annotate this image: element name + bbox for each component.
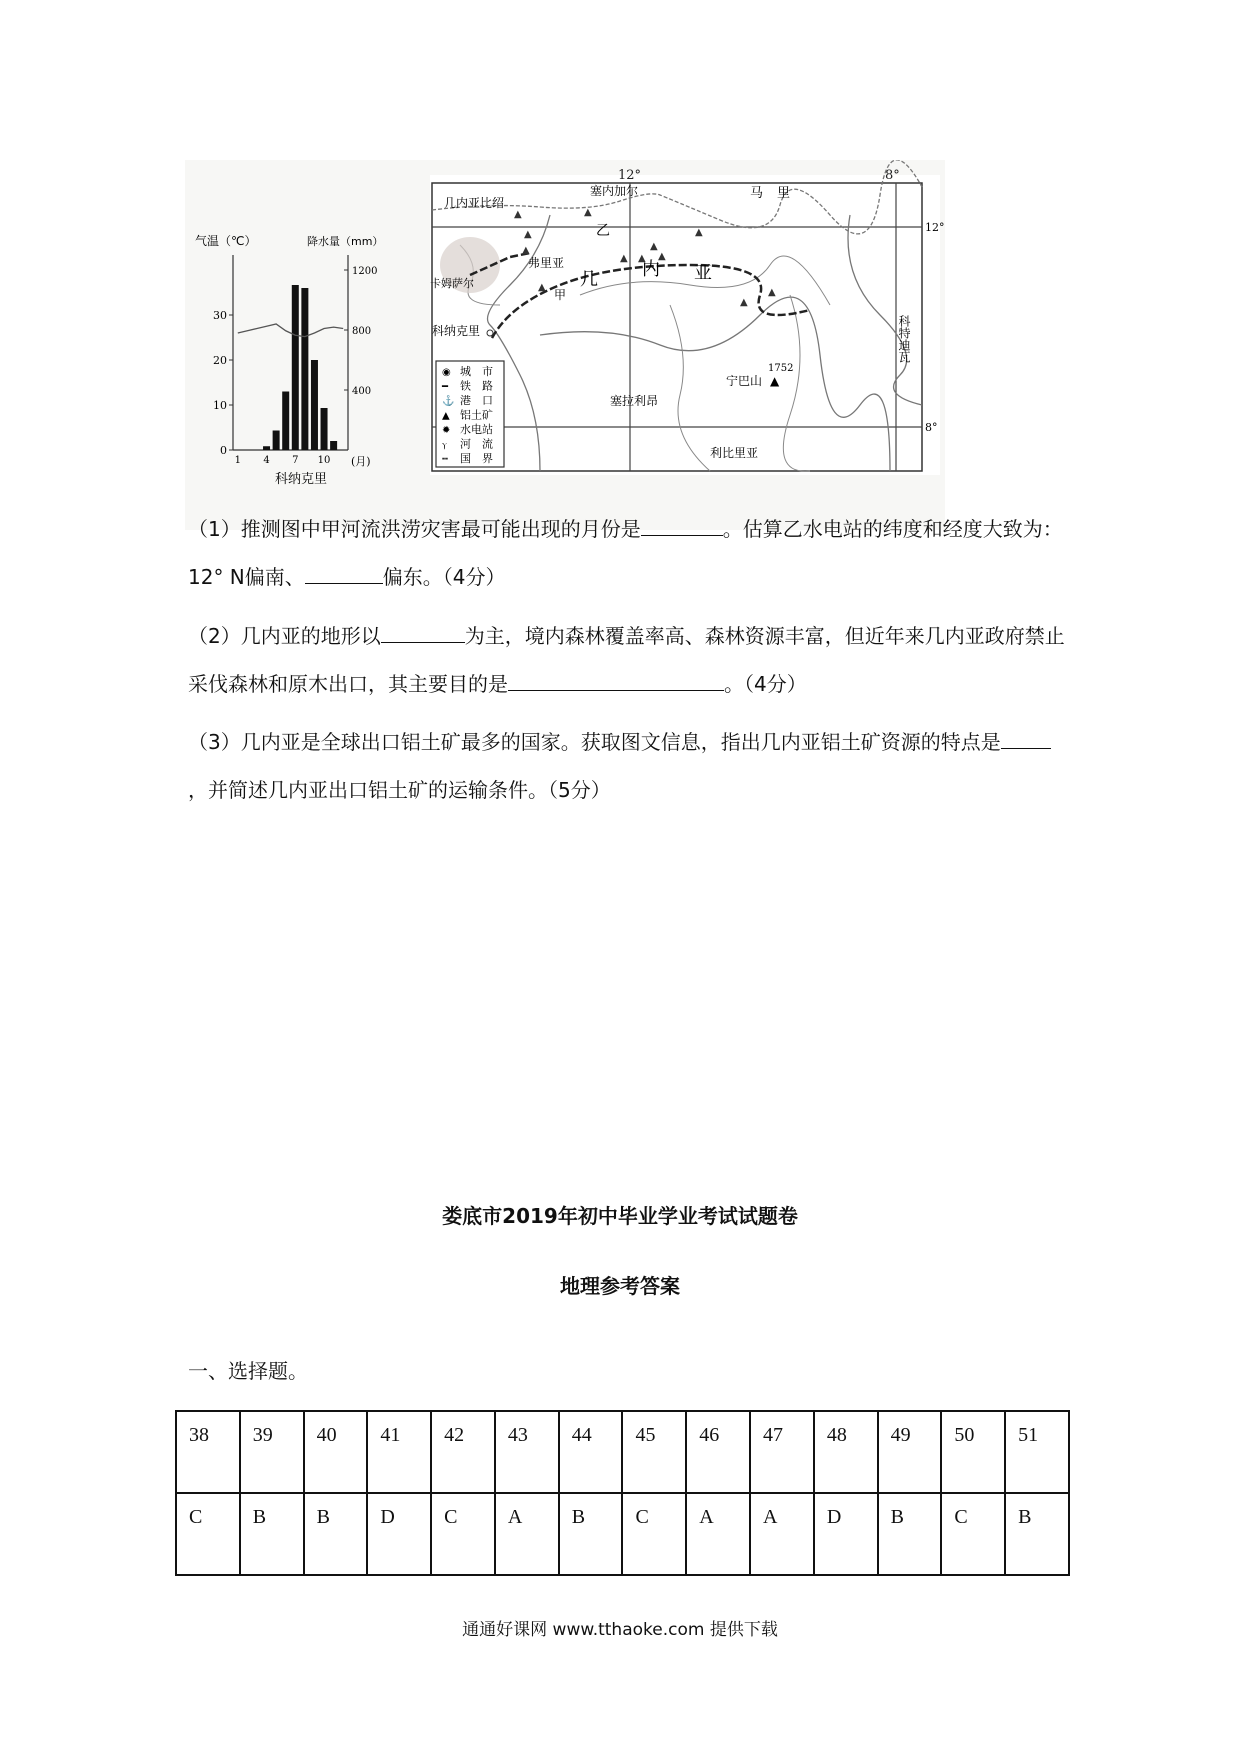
y-tick-label: 10	[213, 399, 227, 412]
question-1	[188, 505, 1068, 601]
x-tick-label: 1	[234, 455, 241, 466]
x-tick-label: 7	[292, 455, 299, 466]
answer-choice-cell: A	[686, 1493, 750, 1575]
q1-blank-2[interactable]	[305, 565, 383, 584]
question-number-cell: 48	[814, 1411, 878, 1493]
river-icon: ⲩ	[442, 439, 448, 451]
y-tick-label: 20	[213, 354, 227, 367]
station-label: 科纳克里	[275, 472, 328, 485]
legend-label: 河 流	[460, 437, 493, 451]
footer-text: 通通好课网 www.tthaoke.com 提供下载	[462, 1620, 778, 1640]
mountain-elevation: 1752	[768, 363, 794, 374]
answer-choice-cell: A	[750, 1493, 814, 1575]
label-guinea-2: 内	[642, 259, 660, 280]
question-number-cell: 47	[750, 1411, 814, 1493]
lat-label-8: 8°	[925, 421, 938, 434]
legend-label: 水电站	[460, 423, 493, 436]
q2-text-2: 为主，境内森林覆盖率高、森林资源丰富，但近年来几内亚政府禁止采伐森林和原木出口，其主要目的是	[188, 624, 1065, 696]
right-axis-label: 降水量（mm）	[307, 235, 384, 248]
x-tick-label: 4	[263, 455, 270, 466]
answer-title: 娄底市2019年初中毕业学业考试试题卷	[442, 1204, 798, 1228]
q1-text-1: （1）推测图中甲河流洪涝灾害最可能出现的月份是	[188, 517, 641, 541]
bauxite-icon: ▲	[740, 297, 748, 308]
left-axis-label: 气温（℃）	[195, 234, 257, 248]
bauxite-icon: ▲	[538, 282, 546, 293]
answer-choice-cell: B	[1005, 1493, 1069, 1575]
answer-subtitle: 地理参考答案	[560, 1274, 680, 1298]
label-cote-divoire: 科特迪瓦	[897, 315, 911, 363]
question-number-cell: 45	[622, 1411, 686, 1493]
answer-choice-cell: C	[431, 1493, 495, 1575]
q2-blank-2[interactable]	[508, 672, 724, 691]
label-conakry: 科纳克里	[432, 324, 481, 338]
label-mali: 马里	[750, 186, 805, 201]
railway-icon: ━	[442, 381, 449, 393]
q2-text-1: （2）几内亚的地形以	[188, 624, 381, 648]
y2-tick-label: 1200	[352, 266, 378, 277]
question-number-cell: 43	[495, 1411, 559, 1493]
marker-jia: 甲	[554, 288, 567, 302]
question-number-cell: 41	[367, 1411, 431, 1493]
bauxite-icon: ▲	[658, 251, 666, 262]
marker-yi: 乙	[596, 223, 610, 239]
hydropower-icon: ✹	[442, 425, 451, 436]
label-fria: 弗里亚	[528, 256, 565, 270]
label-liberia: 利比里亚	[710, 446, 759, 460]
city-icon: ◉	[442, 367, 451, 378]
answer-choice-cell: C	[176, 1493, 240, 1575]
y2-tick-label: 400	[352, 386, 372, 397]
mountain-icon: ▲	[770, 374, 780, 388]
bauxite-icon: ▲	[524, 229, 532, 240]
q1-text-3: 偏东。（4分）	[382, 565, 506, 589]
question-number-cell: 50	[941, 1411, 1005, 1493]
question-number-cell: 46	[686, 1411, 750, 1493]
answer-choice-cell: B	[240, 1493, 304, 1575]
y2-tick-label: 800	[352, 326, 372, 337]
bauxite-icon: ▲	[514, 209, 522, 220]
bauxite-icon: ▲	[584, 207, 592, 218]
bauxite-icon: ▲	[695, 227, 703, 238]
label-senegal: 塞内加尔	[590, 184, 639, 198]
q2-blank-1[interactable]	[381, 624, 465, 643]
precipitation-bar	[292, 285, 299, 450]
question-number-cell: 38	[176, 1411, 240, 1493]
question-number-row	[176, 1411, 1069, 1493]
label-guinea-1: 几	[580, 269, 598, 290]
label-sierra-leone: 塞拉利昂	[610, 394, 659, 408]
answer-choice-cell: C	[941, 1493, 1005, 1575]
lon-label-8: 8°	[885, 168, 900, 183]
border-icon: ┅	[442, 454, 449, 465]
lon-label-12: 12°	[618, 168, 642, 183]
y-tick-label: 0	[220, 444, 227, 457]
legend-label: 铝土矿	[460, 408, 493, 422]
map-background	[430, 175, 940, 475]
question-2	[188, 612, 1068, 708]
answer-choice-cell: B	[559, 1493, 623, 1575]
q2-text-3: 。（4分）	[724, 672, 807, 696]
label-guinea-bissau: 几内亚比绍	[444, 196, 505, 210]
precipitation-bar	[321, 408, 328, 450]
question-number-cell: 40	[304, 1411, 368, 1493]
answer-choice-row	[176, 1493, 1069, 1575]
legend-label: 国 界	[460, 452, 493, 465]
precipitation-bar	[263, 446, 270, 450]
precipitation-bar	[311, 360, 318, 450]
question-number-cell: 42	[431, 1411, 495, 1493]
answer-choice-cell: D	[367, 1493, 431, 1575]
question-number-cell: 51	[1005, 1411, 1069, 1493]
precipitation-bar	[330, 441, 337, 450]
bauxite-icon: ▲	[620, 253, 628, 264]
question-3	[188, 718, 1068, 814]
precipitation-bar	[282, 392, 289, 451]
answer-table	[175, 1410, 1070, 1576]
port-icon: ⚓	[442, 396, 455, 407]
answer-choice-cell: A	[495, 1493, 559, 1575]
temperature-line	[238, 324, 343, 337]
answer-choice-cell: B	[878, 1493, 942, 1575]
precipitation-bar	[273, 431, 280, 451]
q3-text-2: ，并简述几内亚出口铝土矿的运输条件。（5分）	[188, 778, 611, 802]
lat-label-12: 12°	[925, 221, 945, 234]
question-number-cell: 39	[240, 1411, 304, 1493]
answer-choice-cell: D	[814, 1493, 878, 1575]
answer-choice-cell: C	[622, 1493, 686, 1575]
map-legend	[436, 361, 504, 467]
y-tick-label: 30	[213, 309, 227, 322]
answer-choice-cell: B	[304, 1493, 368, 1575]
precipitation-bar	[301, 288, 308, 450]
bauxite-icon: ▲	[442, 410, 450, 422]
month-unit: (月)	[351, 455, 371, 468]
label-mt-nimba: 宁巴山	[726, 374, 763, 388]
legend-label: 城 市	[460, 365, 493, 378]
legend-label: 港 口	[460, 394, 493, 407]
legend-label: 铁 路	[460, 379, 493, 393]
bauxite-icon: ▲	[768, 287, 776, 298]
label-kamsar: 卡姆萨尔	[430, 277, 474, 290]
q1-blank-1[interactable]	[641, 517, 723, 536]
section-heading: 一、选择题。	[188, 1359, 308, 1383]
q3-blank-1[interactable]	[1001, 730, 1051, 749]
q1-text-2: 。估算乙水电站的纬度和经度大致为：12° N偏南、	[188, 517, 1063, 589]
label-guinea-3: 亚	[694, 263, 712, 284]
question-number-cell: 49	[878, 1411, 942, 1493]
bauxite-icon: ▲	[650, 241, 658, 252]
guinea-map	[430, 160, 950, 478]
q3-text-1: （3）几内亚是全球出口铝土矿最多的国家。获取图文信息，指出几内亚铝土矿资源的特点是	[188, 730, 1001, 754]
bauxite-icon: ▲	[522, 245, 530, 256]
x-tick-label: 10	[317, 455, 331, 466]
climate-chart	[195, 225, 385, 485]
bauxite-icon: ▲	[638, 253, 646, 264]
question-number-cell: 44	[559, 1411, 623, 1493]
